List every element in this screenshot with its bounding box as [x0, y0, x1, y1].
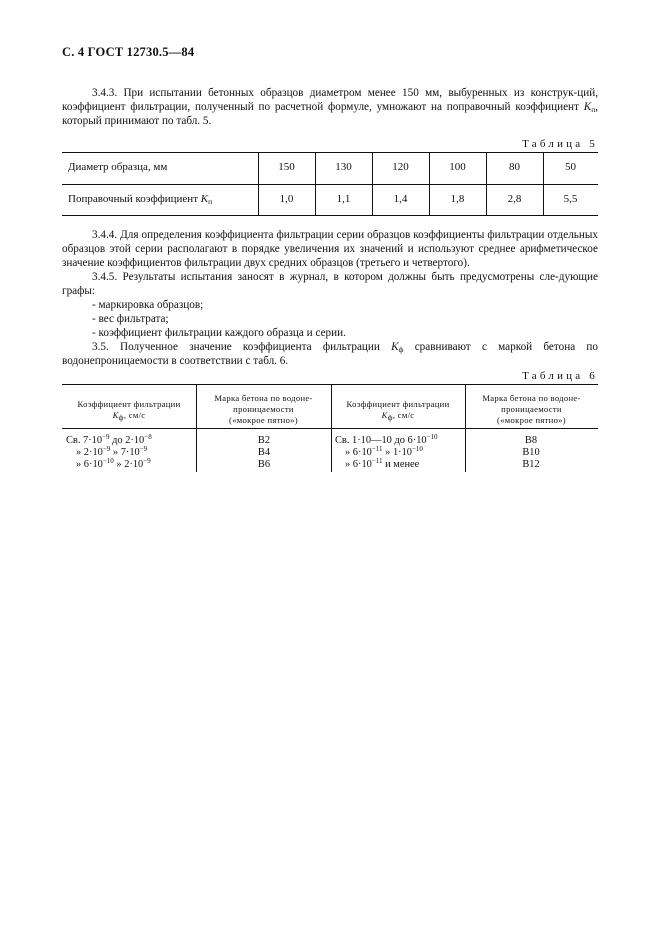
table5-cell: 1,0 [279, 193, 294, 205]
table6-coef-range: » $2\cdot 10^{-9}$ » $7\cdot 10^{-9}$ [76, 445, 148, 458]
paragraph-3-5: 3.5. Полученное значение коэффициента фильтрации $K_ф$ сравнивают с маркой бетона по водонепроницаемости в соответствии с табл. 6. [62, 341, 599, 367]
table5-cell: 2,8 [507, 193, 522, 205]
table6-coef-range: » $6\cdot 10^{-11}$ » $1\cdot 10^{-10}$ [345, 445, 423, 458]
table6-coef-range: » $6\cdot 10^{-10}$ » $2\cdot 10^{-9}$ [76, 457, 151, 470]
bullet-item: - маркировка образцов; [92, 299, 204, 311]
table5-cell: 130 [335, 161, 352, 173]
table5-row-label: Поправочный коэффициент $K_п$ [68, 193, 213, 206]
table6-grade: В2 [257, 435, 271, 446]
table5-cell: 150 [278, 161, 295, 173]
table6-coef-range: Св. $7\cdot 10^{-9}$ до $2\cdot 10^{-8}$ [66, 433, 152, 446]
paragraph-3-4-4: 3.4.4. Для определения коэффициента фильтрации серии образцов коэффициенты фильтрации отдельных образцов этой серии располагают в порядке увеличения их значений и используют среднее арифметическое значение коэффициентов фильтрации двух средних образцов (третьего и четвертого). [62, 229, 598, 269]
table5-symbol: K [200, 193, 209, 205]
table5-cell: 100 [449, 161, 466, 173]
table5-cell: 1,4 [393, 193, 408, 205]
table6-coef-range: » $6\cdot 10^{-11}$ и менее [345, 457, 420, 470]
p35-symbol: K [391, 341, 399, 353]
table5-cell: 1,1 [336, 193, 351, 205]
table6-header-coef: Коэффициент фильтрации $K_ф$, см/с [77, 399, 181, 422]
table6-divider [331, 384, 332, 472]
table5-mid-rule [62, 184, 598, 185]
table6-coef-range: Св. 1·10—10 до $6\cdot 10^{-10}$ [335, 433, 438, 446]
table5-caption: Таблица 5 [522, 138, 598, 150]
table6-grade: В8 [524, 435, 538, 446]
table6-grade: В6 [257, 459, 271, 470]
table6-caption: Таблица 6 [522, 370, 598, 382]
table6-grade: В10 [522, 447, 540, 458]
table6-top-rule [62, 384, 598, 385]
bullet-item: - вес фильтрата; [92, 313, 169, 325]
table6-header-grade: Марка бетона по водоне- проницаемости («мокрое пятно») [482, 393, 581, 425]
table5-cell: 50 [565, 161, 576, 173]
table6-grade: В12 [522, 459, 540, 470]
table6-header-coef: Коэффициент фильтрации $K_ф$, см/с [346, 399, 450, 422]
table5-cell: 120 [392, 161, 409, 173]
p343-symbol: K [583, 101, 592, 113]
table6-header-rule [62, 428, 598, 429]
table5-cell: 5,5 [563, 193, 578, 205]
table5-bottom-rule [62, 215, 598, 216]
table6-grade: В4 [257, 447, 271, 458]
p343-tail: , который принимают по табл. 5. [62, 101, 598, 127]
bullet-item: - коэффициент фильтрации каждого образца и серии. [92, 327, 346, 339]
page-header: С. 4 ГОСТ 12730.5—84 [62, 45, 195, 59]
paragraph-3-4-3 [62, 86, 598, 128]
table5-top-rule [62, 152, 598, 153]
table6-header-grade: Марка бетона по водоне- проницаемости («мокрое пятно») [214, 393, 313, 425]
table5-row-label: Диаметр образца, мм [68, 161, 168, 173]
p343-text: 3.4.3. При испытании бетонных образцов диаметром менее 150 мм, выбуренных из конструк-ций, коэффициент фильтрации, полученный по расчетной формуле, умножают на поправочный коэффициент [62, 87, 598, 113]
table5-cell: 80 [509, 161, 520, 173]
table5-cell: 1,8 [450, 193, 465, 205]
paragraph-3-4-5: 3.4.5. Результаты испытания заносят в журнал, в котором должны быть предусмотрены сле-дующие графы: [62, 271, 598, 297]
p343-symbol-sub: п [591, 105, 596, 114]
